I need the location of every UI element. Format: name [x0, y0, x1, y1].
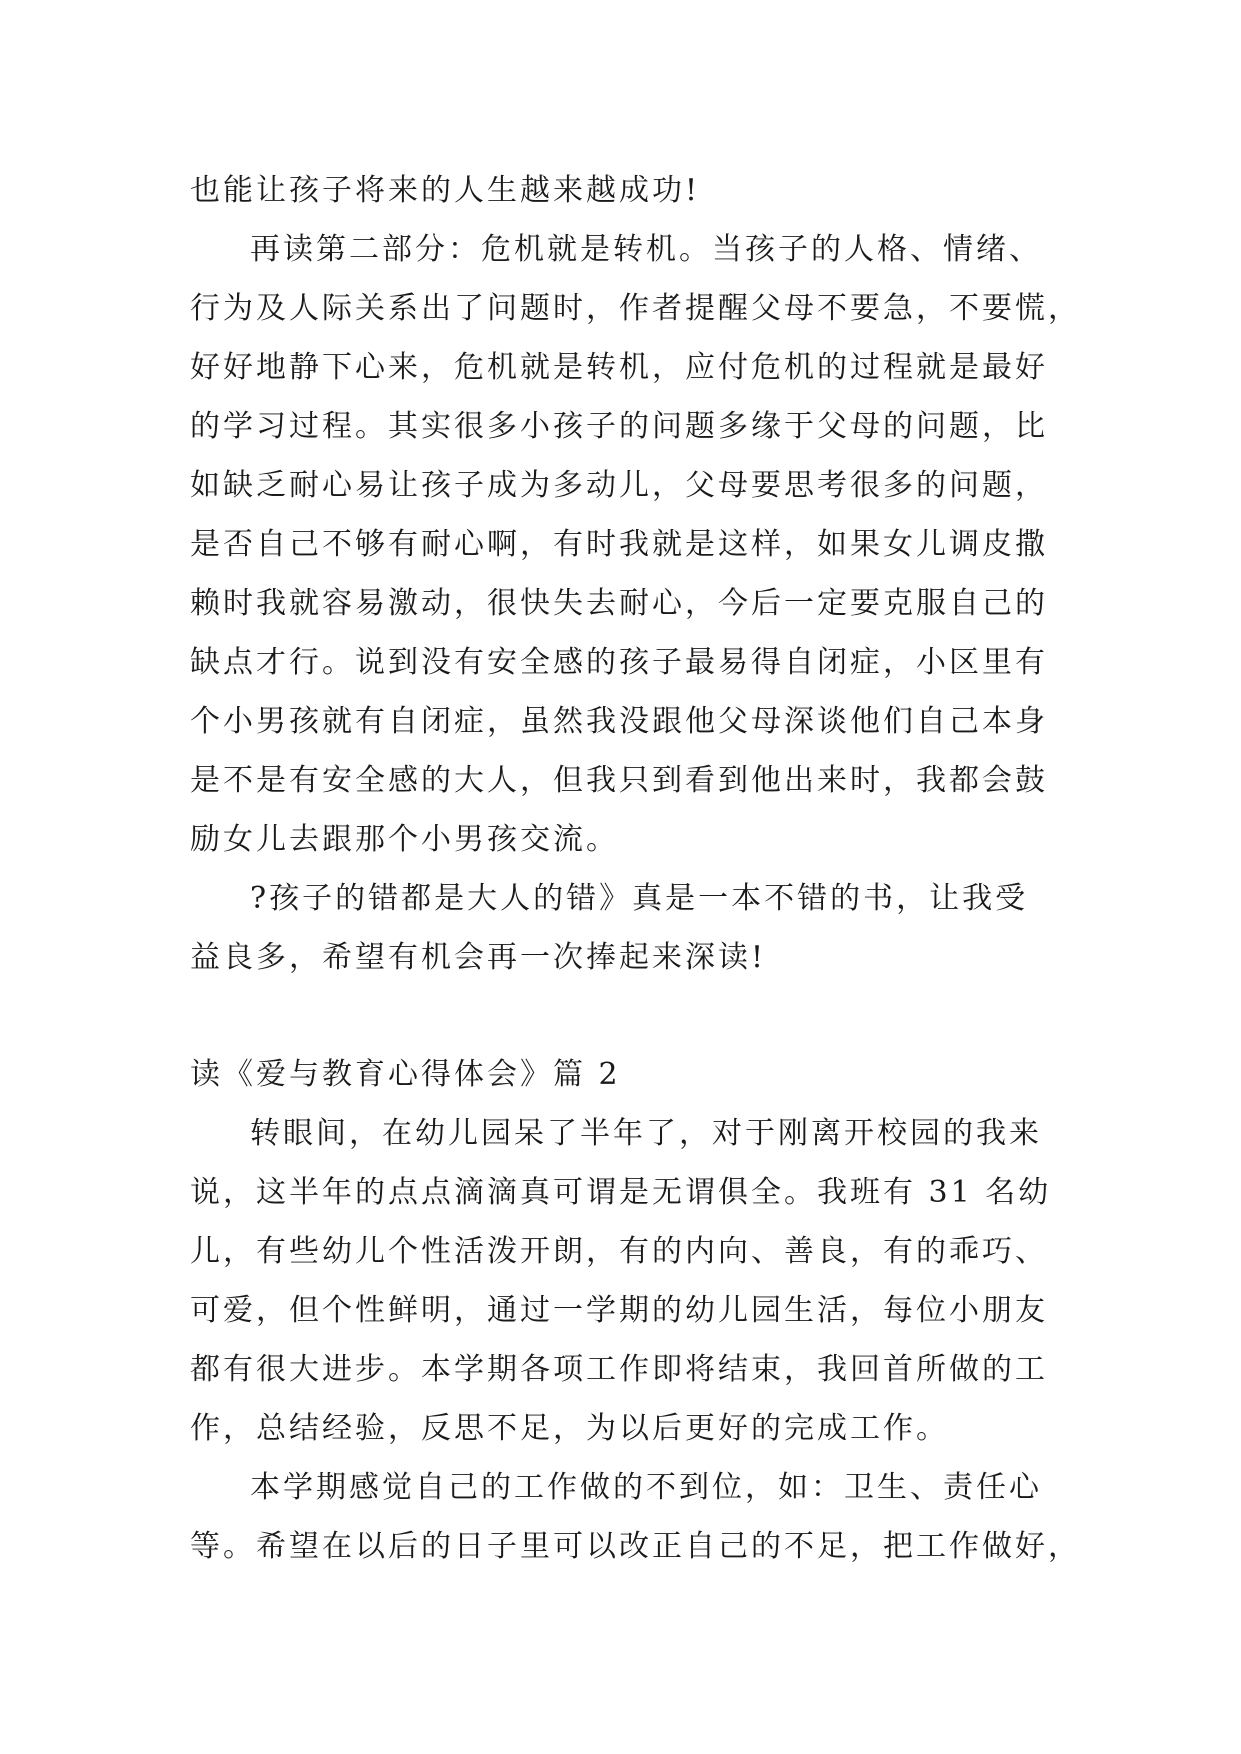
text-line: 益良多，希望有机会再一次捧起来深读! [190, 940, 767, 975]
text-line: 等。希望在以后的日子里可以改正自己的不足，把工作做好， [190, 1529, 1081, 1564]
text-line: 行为及人际关系出了问题时，作者提醒父母不要急，不要慌， [190, 291, 1081, 326]
text-line: ?孩子的错都是大人的错》真是一本不错的书，让我受 [250, 881, 1029, 916]
paragraph [190, 1458, 1081, 1576]
text-line: 本学期感觉自己的工作做的不到位，如：卫生、责任心 [250, 1470, 1042, 1505]
text-line: 如缺乏耐心易让孩子成为多动儿，父母要思考很多的问题， [190, 468, 1048, 503]
text-line: 也能让孩子将来的人生越来越成功! [190, 173, 701, 208]
text-line: 儿，有些幼儿个性活泼开朗，有的内向、善良，有的乖巧、 [190, 1234, 1048, 1269]
text-line: 作，总结经验，反思不足，为以后更好的完成工作。 [190, 1411, 949, 1446]
paragraph [190, 220, 1081, 869]
paragraph [190, 1104, 1070, 1458]
text-line: 的学习过程。其实很多小孩子的问题多缘于父母的问题，比 [190, 409, 1048, 444]
text-line: 赖时我就容易激动，很快失去耐心，今后一定要克服自己的 [190, 586, 1048, 621]
document-body [190, 161, 1081, 1576]
text-line: 转眼间，在幼儿园呆了半年了，对于刚离开校园的我来 [250, 1116, 1042, 1151]
text-line: 缺点才行。说到没有安全感的孩子最易得自闭症，小区里有 [190, 645, 1048, 680]
text-line: 说，这半年的点点滴滴真可谓是无谓俱全。我班有 31 名幼 [190, 1175, 1052, 1210]
text-line: 好好地静下心来，危机就是转机，应付危机的过程就是最好 [190, 350, 1048, 385]
text-line: 再读第二部分：危机就是转机。当孩子的人格、情绪、 [250, 232, 1042, 267]
text-line: 可爱，但个性鲜明，通过一学期的幼儿园生活，每位小朋友 [190, 1293, 1048, 1328]
text-line: 个小男孩就有自闭症，虽然我没跟他父母深谈他们自己本身 [190, 704, 1048, 739]
paragraph [190, 161, 1070, 220]
text-line: 都有很大进步。本学期各项工作即将结束，我回首所做的工 [190, 1352, 1048, 1387]
paragraph [190, 869, 1070, 987]
text-line: 是不是有安全感的大人，但我只到看到他出来时，我都会鼓 [190, 763, 1048, 798]
section-spacer [190, 987, 1070, 1045]
section-heading: 读《爱与教育心得体会》篇 2 [190, 1057, 621, 1092]
text-line: 励女儿去跟那个小男孩交流。 [190, 822, 619, 857]
text-line: 是否自己不够有耐心啊，有时我就是这样，如果女儿调皮撒 [190, 527, 1048, 562]
